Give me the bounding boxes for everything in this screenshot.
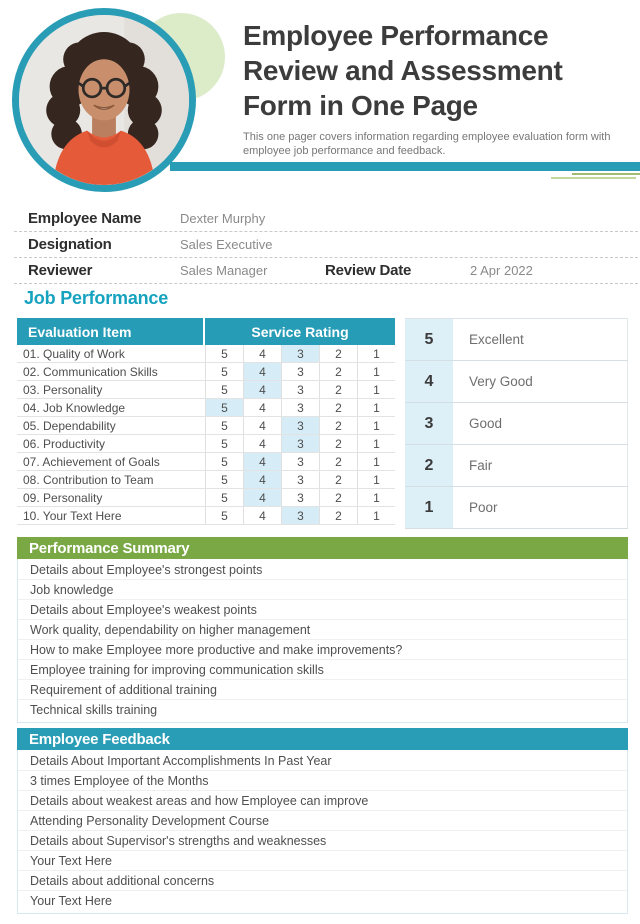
rating-cell[interactable]: 1 xyxy=(357,363,395,380)
summary-item: Work quality, dependability on higher management xyxy=(18,620,627,640)
rating-table-body xyxy=(17,345,395,525)
rating-cell[interactable]: 5 xyxy=(205,345,243,362)
feedback-item: 3 times Employee of the Months xyxy=(18,771,627,791)
rating-table-row xyxy=(17,435,395,453)
feedback-item: Details about additional concerns xyxy=(18,871,627,891)
rating-table-row xyxy=(17,345,395,363)
rating-table-row xyxy=(17,363,395,381)
rating-cell[interactable]: 5 xyxy=(205,453,243,470)
rating-cell[interactable]: 4 xyxy=(243,435,281,452)
rating-cell[interactable]: 1 xyxy=(357,435,395,452)
rating-cell[interactable]: 4 xyxy=(243,363,281,380)
rating-cell[interactable]: 2 xyxy=(319,435,357,452)
rating-cell[interactable]: 4 xyxy=(243,453,281,470)
job-performance-heading: Job Performance xyxy=(24,288,169,308)
rating-table-row xyxy=(17,417,395,435)
info-label: Review Date xyxy=(325,262,412,279)
rating-cell[interactable]: 4 xyxy=(243,417,281,434)
rating-cell[interactable]: 4 xyxy=(243,507,281,524)
feedback-item: Details about Supervisor's strengths and weaknesses xyxy=(18,831,627,851)
legend-row xyxy=(405,361,628,403)
summary-item: How to make Employee more productive and make improvements? xyxy=(18,640,627,660)
evaluation-item-label: 09. Personality xyxy=(23,490,103,505)
legend-row xyxy=(405,319,628,361)
summary-item: Requirement of additional training xyxy=(18,680,627,700)
rating-cell[interactable]: 2 xyxy=(319,363,357,380)
rating-cell[interactable]: 5 xyxy=(205,381,243,398)
rating-table-row xyxy=(17,381,395,399)
rating-cell[interactable]: 2 xyxy=(319,381,357,398)
rating-cell[interactable]: 1 xyxy=(357,345,395,362)
rating-cell[interactable]: 3 xyxy=(281,435,319,452)
rating-cell[interactable]: 2 xyxy=(319,471,357,488)
legend-score: 4 xyxy=(405,361,453,402)
rating-cell[interactable]: 4 xyxy=(243,471,281,488)
rating-table-row xyxy=(17,453,395,471)
evaluation-item-label: 02. Communication Skills xyxy=(23,364,158,379)
feedback-item: Details About Important Accomplishments In Past Year xyxy=(18,751,627,771)
rating-cell[interactable]: 5 xyxy=(205,417,243,434)
feedback-item: Details about weakest areas and how Employee can improve xyxy=(18,791,627,811)
page-title-line: Review and Assessment xyxy=(243,55,563,86)
summary-item: Details about Employee's strongest points xyxy=(18,560,627,580)
rating-table-header xyxy=(17,318,395,345)
rating-cell[interactable]: 4 xyxy=(243,399,281,416)
summary-item: Technical skills training xyxy=(30,703,158,717)
summary-item: Employee training for improving communication skills xyxy=(18,660,627,680)
evaluation-item-label: 01. Quality of Work xyxy=(23,346,125,361)
decorative-green-line xyxy=(572,173,640,175)
performance-summary-section xyxy=(17,537,628,723)
teal-divider-bar xyxy=(170,162,640,171)
employee-info xyxy=(14,206,638,284)
info-value: Dexter Murphy xyxy=(180,211,266,226)
employee-feedback-heading: Employee Feedback xyxy=(17,728,628,750)
info-row xyxy=(14,206,638,232)
evaluation-item-label: 07. Achievement of Goals xyxy=(23,454,160,469)
legend-label: Poor xyxy=(453,487,628,528)
employee-feedback-section xyxy=(17,728,628,914)
rating-cell[interactable]: 1 xyxy=(357,417,395,434)
performance-summary-list xyxy=(17,559,628,723)
evaluation-item-label: 05. Dependability xyxy=(23,418,116,433)
rating-table-row xyxy=(17,471,395,489)
summary-item: Job knowledge xyxy=(18,580,627,600)
rating-cell[interactable]: 5 xyxy=(205,471,243,488)
legend-row xyxy=(405,487,628,529)
rating-cell[interactable]: 2 xyxy=(319,453,357,470)
rating-cell[interactable]: 4 xyxy=(243,381,281,398)
rating-cell[interactable]: 2 xyxy=(319,489,357,506)
info-row xyxy=(14,232,638,258)
legend-row xyxy=(405,403,628,445)
info-row xyxy=(14,258,638,284)
evaluation-item-label: 06. Productivity xyxy=(23,436,106,451)
info-label: Designation xyxy=(28,236,112,253)
feedback-item: Attending Personality Development Course xyxy=(18,811,627,831)
rating-table-row xyxy=(17,489,395,507)
legend-label: Excellent xyxy=(453,319,628,360)
rating-cell[interactable]: 3 xyxy=(281,417,319,434)
evaluation-item-label: 04. Job Knowledge xyxy=(23,400,126,415)
legend-score: 3 xyxy=(405,403,453,444)
evaluation-item-label: 10. Your Text Here xyxy=(23,508,122,523)
info-label: Employee Name xyxy=(28,210,142,227)
rating-cell[interactable]: 3 xyxy=(281,381,319,398)
rating-cell[interactable]: 2 xyxy=(319,399,357,416)
rating-cell[interactable]: 4 xyxy=(243,345,281,362)
rating-cell[interactable]: 1 xyxy=(357,489,395,506)
page-subtitle: This one pager covers information regarding employee evaluation form with employee job performance and feedback. xyxy=(243,131,611,157)
feedback-item: Your Text Here xyxy=(18,851,627,871)
rating-table-row xyxy=(17,399,395,417)
service-rating-table xyxy=(17,318,395,525)
legend-score: 2 xyxy=(405,445,453,486)
rating-cell[interactable]: 5 xyxy=(205,435,243,452)
info-value: 2 Apr 2022 xyxy=(470,263,533,278)
rating-cell[interactable]: 1 xyxy=(357,507,395,524)
rating-cell[interactable]: 5 xyxy=(205,507,243,524)
legend-label: Good xyxy=(453,403,628,444)
rating-cell[interactable]: 1 xyxy=(357,381,395,398)
performance-summary-heading: Performance Summary xyxy=(17,537,628,559)
rating-cell[interactable]: 5 xyxy=(205,489,243,506)
rating-cell[interactable]: 4 xyxy=(243,489,281,506)
legend-label: Fair xyxy=(453,445,628,486)
rating-cell[interactable]: 3 xyxy=(281,507,319,524)
employee-photo xyxy=(12,8,196,192)
info-value: Sales Manager xyxy=(180,263,268,278)
feedback-item: Your Text Here xyxy=(30,894,112,908)
rating-cell[interactable]: 1 xyxy=(357,471,395,488)
rating-cell[interactable]: 5 xyxy=(205,399,243,416)
employee-portrait-illustration xyxy=(19,15,189,185)
evaluation-item-label: 03. Personality xyxy=(23,382,103,397)
legend-label: Very Good xyxy=(453,361,628,402)
page-title-line: Form in One Page xyxy=(243,90,478,121)
summary-item: Details about Employee's weakest points xyxy=(18,600,627,620)
rating-cell[interactable]: 3 xyxy=(281,453,319,470)
rating-cell[interactable]: 3 xyxy=(281,399,319,416)
rating-cell[interactable]: 2 xyxy=(319,345,357,362)
decorative-green-line xyxy=(551,177,636,179)
rating-cell[interactable]: 3 xyxy=(281,363,319,380)
rating-cell[interactable]: 1 xyxy=(357,453,395,470)
legend-row xyxy=(405,445,628,487)
info-value: Sales Executive xyxy=(180,237,273,252)
evaluation-item-label: 08. Contribution to Team xyxy=(23,472,154,487)
legend-score: 1 xyxy=(405,487,453,528)
rating-cell[interactable]: 3 xyxy=(281,345,319,362)
rating-cell[interactable]: 2 xyxy=(319,507,357,524)
service-rating-header: Service Rating xyxy=(251,323,349,340)
rating-cell[interactable]: 3 xyxy=(281,489,319,506)
page-title-line: Employee Performance xyxy=(243,20,549,51)
rating-cell[interactable]: 5 xyxy=(205,363,243,380)
rating-cell[interactable]: 2 xyxy=(319,417,357,434)
rating-table-row xyxy=(17,507,395,525)
rating-legend xyxy=(405,318,628,529)
page-title xyxy=(243,18,633,123)
rating-cell[interactable]: 3 xyxy=(281,471,319,488)
evaluation-item-header: Evaluation Item xyxy=(17,318,205,345)
legend-score: 5 xyxy=(405,319,453,360)
rating-cell[interactable]: 1 xyxy=(357,399,395,416)
employee-feedback-list xyxy=(17,750,628,914)
info-label: Reviewer xyxy=(28,262,93,279)
